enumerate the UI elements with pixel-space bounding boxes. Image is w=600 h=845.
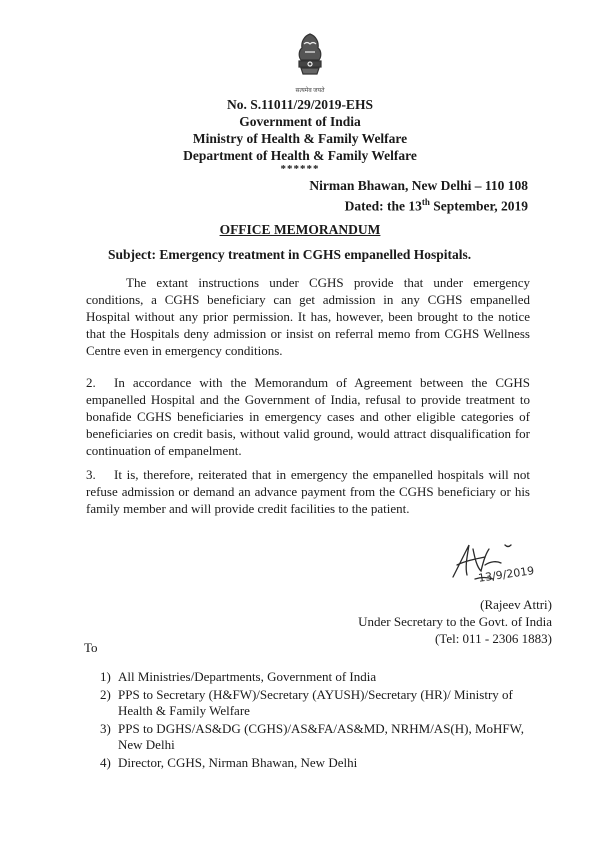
signatory-designation: Under Secretary to the Govt. of India (358, 614, 552, 629)
list-item-text: PPS to Secretary (H&FW)/Secretary (AYUSH)/Secretary (HR)/ Ministry of Health & Family Welfare (118, 687, 513, 718)
department-name: Department of Health & Family Welfare (183, 148, 417, 163)
list-item (100, 721, 540, 753)
document-date (345, 194, 528, 215)
to-label: To (84, 640, 98, 655)
office-address: Nirman Bhawan, New Delhi – 110 108 (309, 178, 528, 193)
list-item-text: PPS to DGHS/AS&DG (CGHS)/AS&FA/AS&MD, NRHM/AS(H), MoHFW, New Delhi (118, 721, 524, 752)
list-item-text: All Ministries/Departments, Government of India (118, 669, 377, 684)
signature-date: 13/9/2019 (477, 564, 536, 585)
government-name: Government of India (239, 114, 361, 129)
separator-stars: ****** (280, 163, 320, 175)
date-suffix: September, 2019 (429, 198, 528, 214)
list-item-text: Director, CGHS, Nirman Bhawan, New Delhi (118, 755, 358, 770)
paragraph-1 (86, 274, 530, 359)
signatory-telephone: (Tel: 011 - 2306 1883) (434, 631, 552, 646)
handwritten-signature (445, 535, 565, 595)
paragraph-number: 2. (86, 375, 96, 390)
list-item-number: 4) (100, 755, 111, 770)
paragraph-text: The extant instructions under CGHS provide that under emergency conditions, a CGHS beneficiary can get admission in any CGHS empanelled Hospital without any prior permission. It has, however, been brought to the notice that the Hospitals deny admission or insist on referral memo from CGHS Wellness Centre even in emergency conditions. (86, 275, 530, 358)
list-item-number: 1) (100, 669, 111, 684)
list-item-number: 3) (100, 721, 111, 736)
paragraph-2 (86, 374, 530, 459)
emblem-caption: सत्यमेव जयते (295, 88, 325, 94)
list-item-number: 2) (100, 687, 111, 702)
paragraph-3 (86, 466, 530, 517)
list-item (100, 687, 540, 719)
paragraph-text: It is, therefore, reiterated that in emergency the empanelled hospitals will not refuse admission or demand an advance payment from the CGHS beneficiary or his family member and will provide credit facilities to the patient. (86, 467, 530, 516)
recipient-list (100, 669, 540, 773)
file-number: No. S.11011/29/2019-EHS (227, 97, 373, 112)
date-ordinal: th (421, 197, 430, 207)
signature-block (330, 596, 552, 647)
list-item (100, 669, 540, 685)
memo-subject: Subject: Emergency treatment in CGHS empanelled Hospitals. (108, 247, 472, 262)
paragraph-number: 3. (86, 467, 96, 482)
ministry-name: Ministry of Health & Family Welfare (192, 131, 408, 146)
list-item (100, 755, 540, 771)
signatory-name: (Rajeev Attri) (480, 597, 552, 612)
national-emblem-icon (290, 30, 330, 88)
date-prefix: Dated: the 13 (344, 198, 422, 214)
memo-title: OFFICE MEMORANDUM (219, 222, 381, 237)
paragraph-text: In accordance with the Memorandum of Agreement between the CGHS empanelled Hospital and the Government of India, refusal to provide treatment to bonafide CGHS beneficiaries in emergency cases and other eligible categories of beneficiaries on credit basis, without valid ground, would attract disqualification for continuation of empanelment. (86, 375, 530, 458)
